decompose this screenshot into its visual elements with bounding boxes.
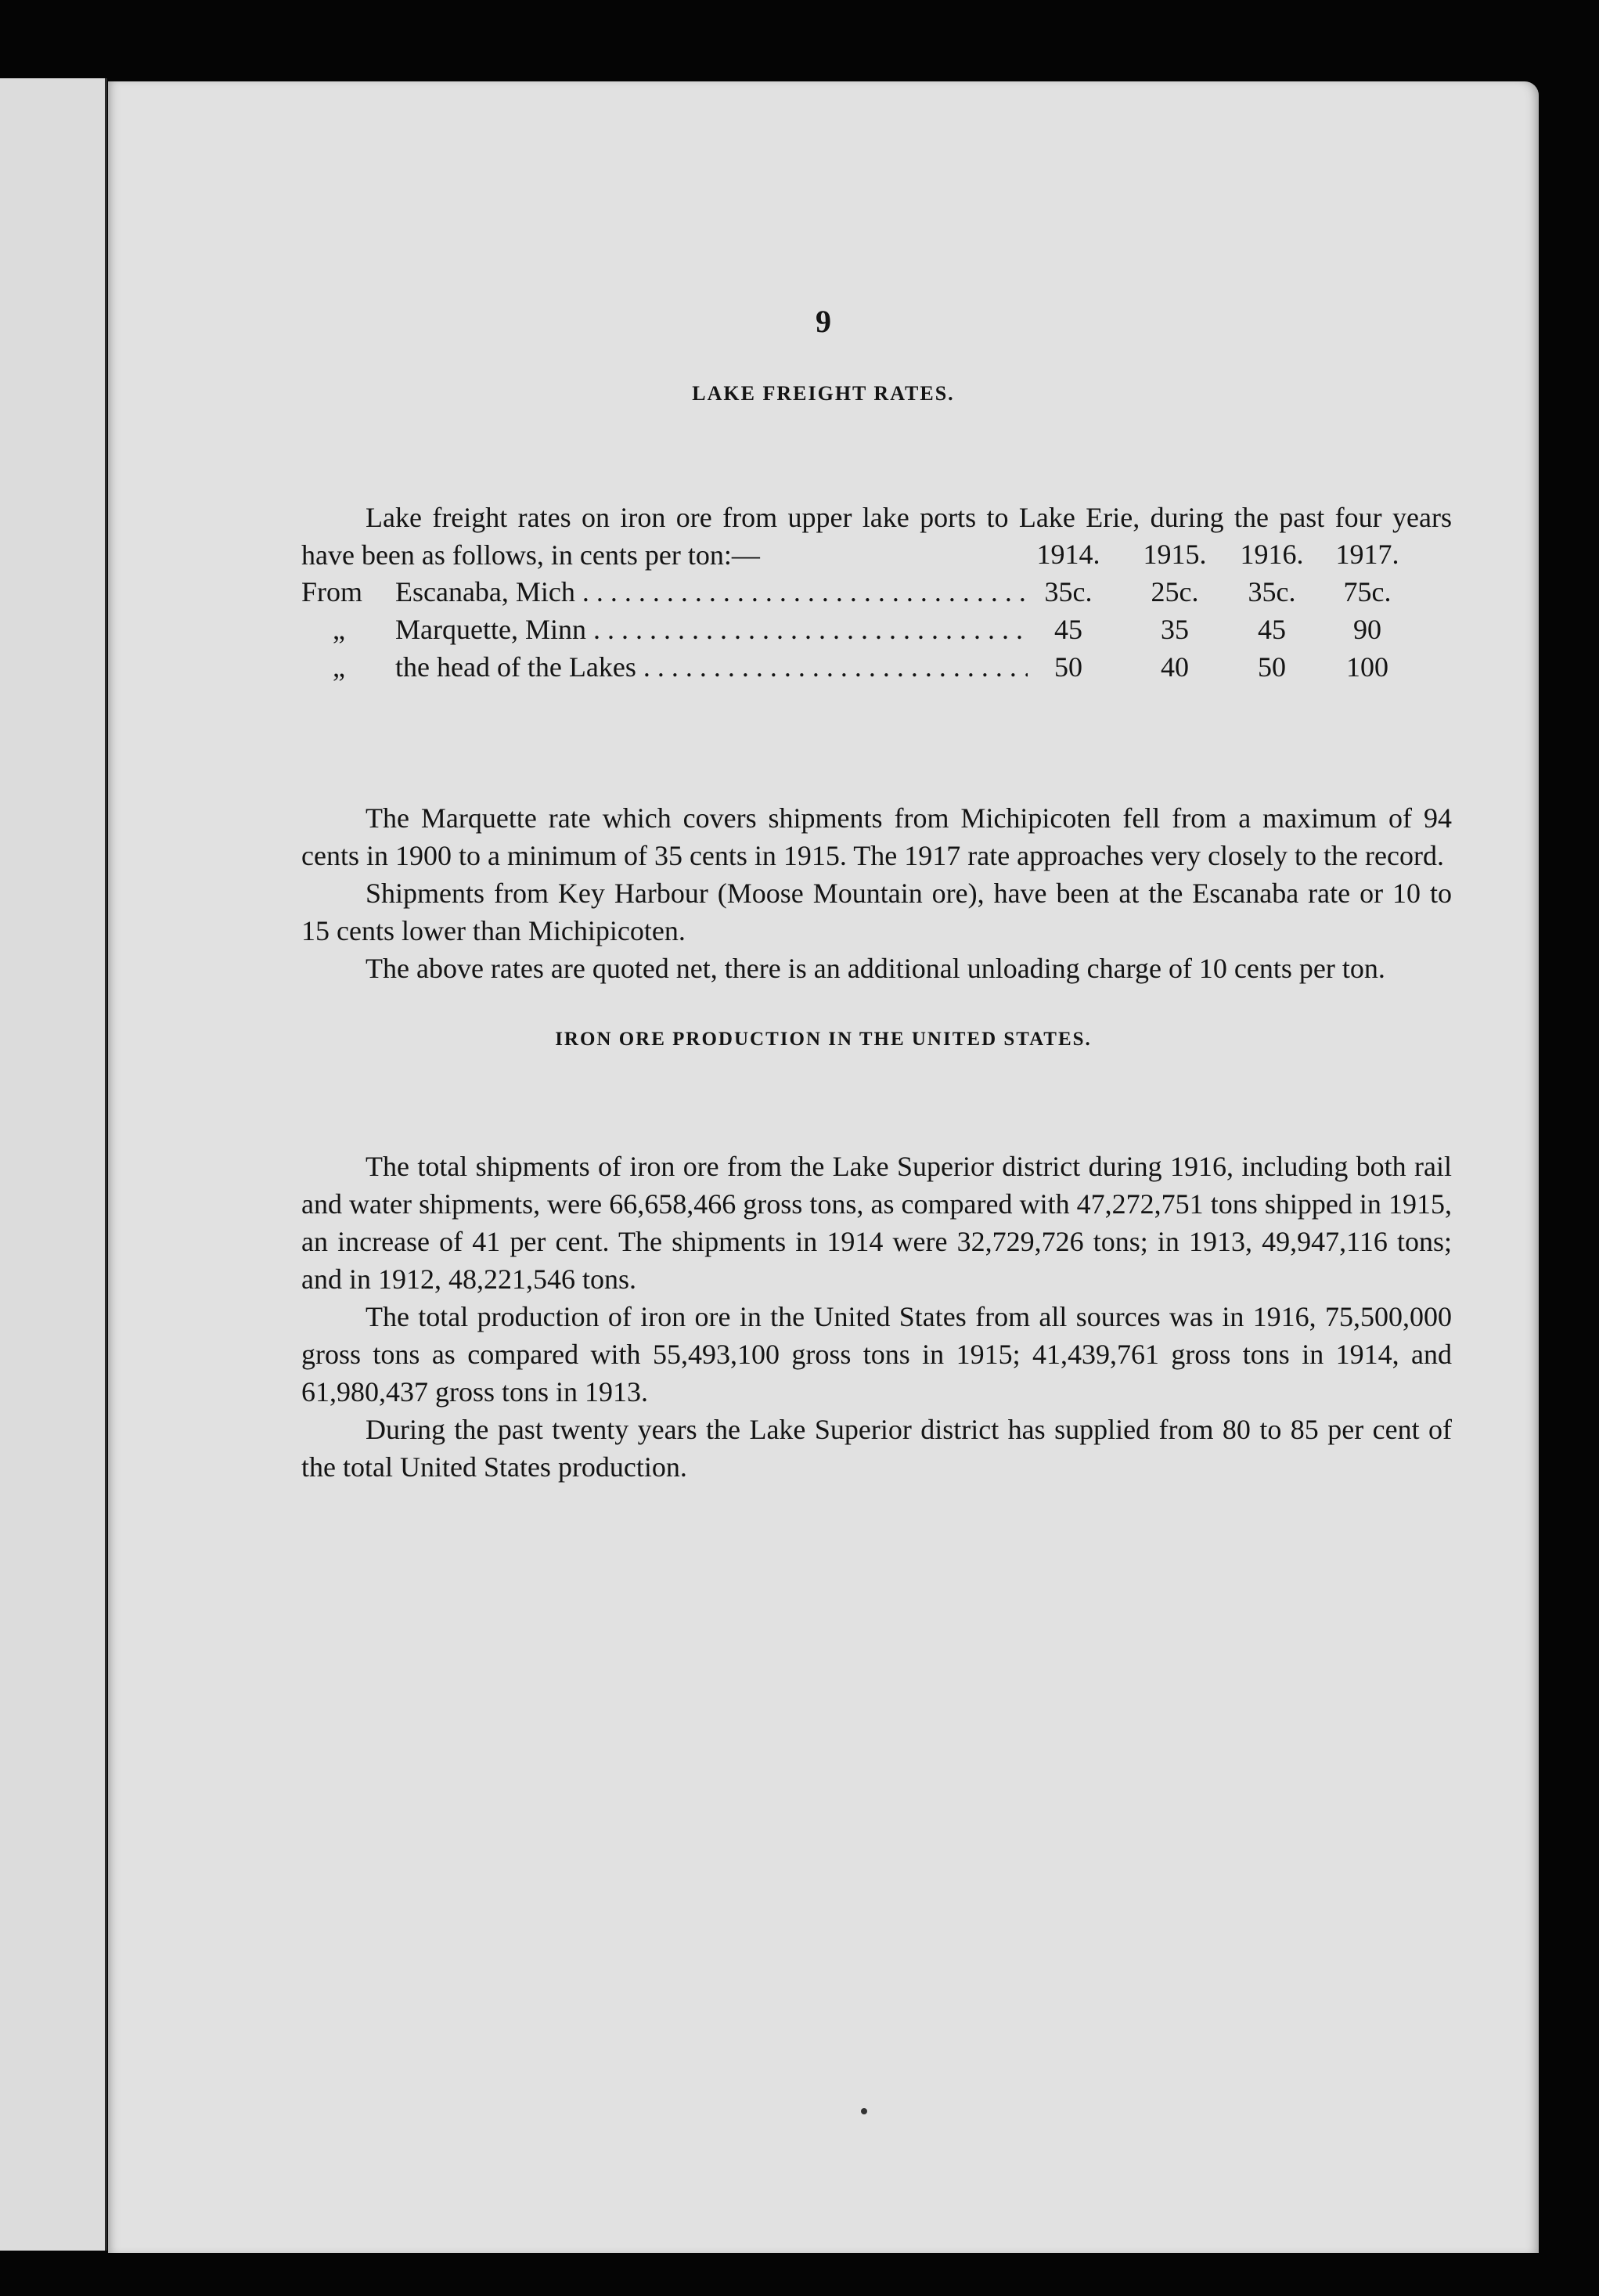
left-page-edge xyxy=(0,78,107,2251)
production-block xyxy=(301,1148,1452,1486)
paragraph: Shipments from Key Harbour (Moose Mountain ore), have been at the Escanaba rate or 10 to 15 cents lower than Michipicoten. xyxy=(301,878,1452,946)
table-row xyxy=(301,611,1452,648)
table-header-row xyxy=(301,535,1452,573)
rate-value: 35 xyxy=(1161,614,1189,645)
table-row xyxy=(301,648,1452,686)
section-heading-iron-ore-production: IRON ORE PRODUCTION IN THE UNITED STATES. xyxy=(555,1029,1092,1050)
paragraph: The Marquette rate which covers shipments from Michipicoten fell from a maximum of 94 cents in 1900 to a minimum of 35 cents in 1915. The 1917 rate approaches very closely to the record. xyxy=(301,802,1452,871)
rate-value: 50 xyxy=(1054,651,1082,683)
year-header: 1916. xyxy=(1240,539,1304,570)
rate-value: 75c. xyxy=(1343,576,1392,607)
rate-value: 40 xyxy=(1161,651,1189,683)
year-header: 1915. xyxy=(1143,539,1207,570)
rates-notes-block xyxy=(301,799,1452,987)
ditto-mark: „ xyxy=(333,651,345,683)
port-name: the head of the Lakes . . . xyxy=(395,648,1028,686)
from-label: From xyxy=(301,576,363,607)
paragraph: During the past twenty years the Lake Superior district has supplied from 80 to 85 per cent of the total United States production. xyxy=(301,1414,1452,1483)
section-heading-lake-freight-rates: LAKE FREIGHT RATES. xyxy=(692,382,955,405)
ditto-mark: „ xyxy=(333,614,345,645)
paragraph: Lake freight rates on iron ore from upper lake ports to Lake Erie, during the past four years have been as follows, in cents per ton:— xyxy=(301,502,1452,571)
rate-value: 100 xyxy=(1346,651,1388,683)
scan-speck xyxy=(861,2108,867,2114)
rate-value: 45 xyxy=(1258,614,1286,645)
rate-value: 50 xyxy=(1258,651,1286,683)
rate-value: 90 xyxy=(1353,614,1381,645)
rate-value: 35c. xyxy=(1248,576,1296,607)
paragraph: The total production of iron ore in the United States from all sources was in 1916, 75,500,000 gross tons as compared with 55,493,100 gross tons in 1915; 41,439,761 gross tons in 1914, and 61,980,437 gross tons in 1913. xyxy=(301,1301,1452,1408)
port-name: Marquette, Minn . . . xyxy=(395,611,1028,648)
year-header: 1914. xyxy=(1036,539,1100,570)
port-name: Escanaba, Mich . . . xyxy=(395,573,1028,611)
year-header: 1917. xyxy=(1335,539,1399,570)
rate-value: 25c. xyxy=(1151,576,1199,607)
paragraph: The above rates are quoted net, there is an additional unloading charge of 10 cents per ton. xyxy=(366,953,1385,984)
paragraph: The total shipments of iron ore from the Lake Superior district during 1916, including both rail and water shipments, were 66,658,466 gross tons, as compared with 47,272,751 tons shipped in 1915, an increase of 41 per cent. The shipments in 1914 were 32,729,726 tons; in 1913, 49,947,116 tons; and in 1912, 48,221,546 tons. xyxy=(301,1151,1452,1295)
rate-value: 35c. xyxy=(1044,576,1093,607)
document-page xyxy=(108,81,1539,2253)
rate-value: 45 xyxy=(1054,614,1082,645)
freight-rate-table xyxy=(301,535,1452,686)
table-row xyxy=(301,573,1452,611)
page-number: 9 xyxy=(816,304,831,339)
